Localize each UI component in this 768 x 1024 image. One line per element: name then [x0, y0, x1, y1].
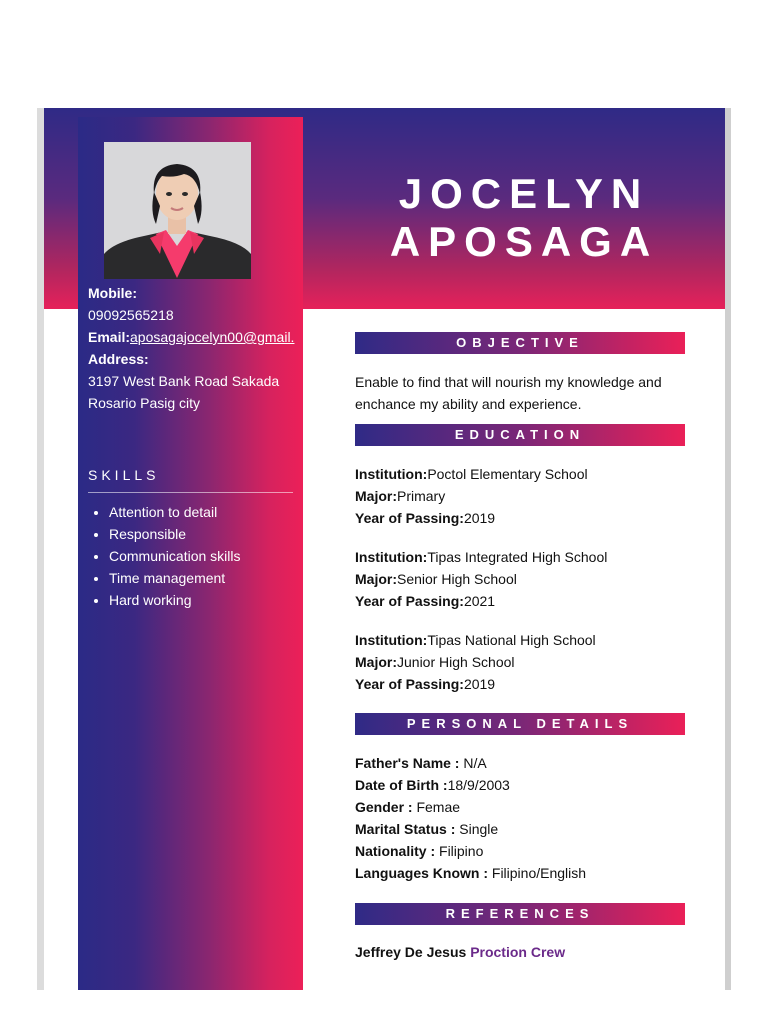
reference-name: Jeffrey De Jesus [355, 944, 467, 960]
email-link[interactable]: aposagajocelyn00@gmail. [130, 329, 295, 345]
gender-label: Gender : [355, 799, 413, 815]
address-value: 3197 West Bank Road Sakada Rosario Pasig city [88, 373, 280, 411]
education-entry [355, 546, 690, 612]
major-value: Primary [397, 488, 446, 504]
year-value: 2019 [463, 676, 496, 692]
skill-item: • Time management [109, 567, 240, 589]
institution-label: Institution: [355, 549, 428, 565]
major-label: Major: [355, 571, 397, 587]
resume-page [44, 108, 725, 990]
education-heading: EDUCATION [355, 424, 685, 446]
institution-value: Tipas Integrated High School [427, 549, 608, 565]
objective-heading: OBJECTIVE [355, 332, 685, 354]
year-value: 2021 [463, 593, 496, 609]
major-label: Major: [355, 654, 397, 670]
nationality-label: Nationality : [355, 843, 436, 859]
page-shadow-left [37, 108, 44, 990]
major-value: Senior High School [397, 571, 517, 587]
personal-details-heading: PERSONAL DETAILS [355, 713, 685, 735]
education-entry [355, 629, 690, 695]
dob-label: Date of Birth : [355, 777, 448, 793]
page-shadow-right [725, 108, 731, 990]
fathers-name-value: N/A [463, 755, 487, 771]
objective-text: Enable to find that will nourish my knowledge and enchance my ability and experience. [355, 374, 662, 412]
last-name: APOSAGA [389, 218, 659, 265]
fathers-name-label: Father's Name : [355, 755, 460, 771]
skills-list [88, 501, 240, 611]
candidate-name [344, 170, 704, 266]
mobile-value: 09092565218 [88, 307, 174, 323]
references-heading: REFERENCES [355, 903, 685, 925]
year-value: 2019 [463, 510, 496, 526]
profile-photo [104, 142, 251, 279]
skills-heading: SKILLS [88, 467, 160, 483]
languages-value: Filipino/English [491, 865, 587, 881]
email-label: Email: [88, 329, 131, 345]
address-label: Address: [88, 351, 149, 367]
marital-status-label: Marital Status : [355, 821, 456, 837]
major-label: Major: [355, 488, 397, 504]
education-entry [355, 463, 690, 529]
reference-role: Proction Crew [470, 944, 566, 960]
year-label: Year of Passing: [355, 676, 464, 692]
marital-status-value: Single [459, 821, 499, 837]
skill-item: • Attention to detail [109, 501, 240, 523]
portrait-image [104, 142, 251, 279]
first-name: JOCELYN [398, 170, 650, 217]
languages-label: Languages Known : [355, 865, 488, 881]
institution-value: Tipas National High School [427, 632, 596, 648]
sidebar [78, 117, 303, 990]
dob-value: 18/9/2003 [447, 777, 510, 793]
gender-value: Femae [416, 799, 461, 815]
mobile-label: Mobile: [88, 285, 137, 301]
personal-details [355, 752, 690, 884]
skill-item: • Communication skills [109, 545, 240, 567]
reference-entry [355, 941, 690, 963]
year-label: Year of Passing: [355, 510, 464, 526]
skill-item: • Hard working [109, 589, 240, 611]
nationality-value: Filipino [439, 843, 484, 859]
skills-divider [88, 492, 293, 493]
skill-item: • Responsible [109, 523, 240, 545]
institution-value: Poctol Elementary School [427, 466, 588, 482]
institution-label: Institution: [355, 632, 428, 648]
institution-label: Institution: [355, 466, 428, 482]
major-value: Junior High School [397, 654, 515, 670]
year-label: Year of Passing: [355, 593, 464, 609]
contact-info [88, 282, 303, 414]
